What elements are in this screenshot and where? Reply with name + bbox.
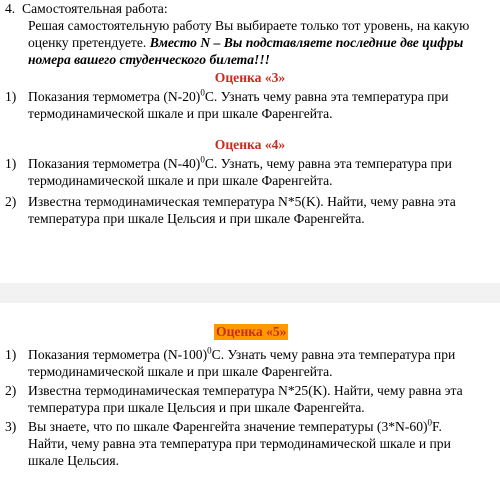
grade-5-title: Оценка «5» bbox=[216, 324, 287, 339]
item-number: 1) bbox=[5, 156, 17, 171]
item-line-2: термодинамической шкале и при шкале Фаренгейта. bbox=[28, 106, 333, 121]
item-text: С. Узнать чему равна эта температура при bbox=[204, 89, 449, 104]
item-text: Показания термометра (N-100) bbox=[28, 347, 208, 362]
item-line-2: температура при шкале Цельсия и при шкале Фаренгейта. bbox=[28, 400, 365, 415]
page-separator bbox=[0, 283, 500, 303]
grade-4-title: Оценка «4» bbox=[214, 137, 286, 152]
item-line-2: температура при шкале Цельсия и при шкале Фаренгейта. bbox=[28, 211, 365, 226]
item-text: Вы знаете, что по шкале Фаренгейта значение температуры (3*N-60) bbox=[28, 419, 428, 434]
item-number: 2) bbox=[5, 194, 17, 209]
item-line-2: термодинамической шкале и при шкале Фаренгейта. bbox=[28, 173, 333, 188]
degree-sup: 0 bbox=[200, 154, 205, 165]
item-text: С. Узнать, чему равна эта температура при bbox=[204, 156, 452, 171]
item-line-1 bbox=[28, 155, 483, 172]
item-text: F. bbox=[432, 419, 442, 434]
intro-bold-instruction: Вместо N – Вы подставляете последние две цифры bbox=[149, 35, 464, 50]
task-title: Самостоятельная работа: bbox=[22, 1, 168, 16]
item-line-1 bbox=[28, 346, 483, 363]
intro-line-3: номера вашего студенческого билета!!! bbox=[28, 52, 270, 67]
task-heading bbox=[5, 0, 168, 17]
intro-plain-text: оценку претендуете. bbox=[28, 35, 147, 50]
item-number: 1) bbox=[5, 347, 17, 362]
task-number: 4. bbox=[5, 1, 16, 16]
degree-sup: 0 bbox=[207, 345, 212, 356]
item-number: 3) bbox=[5, 419, 17, 434]
item-text: Показания термометра (N-20) bbox=[28, 89, 201, 104]
item-line-1: Известна термодинамическая температура N*25(K). Найти, чему равна эта bbox=[28, 383, 463, 398]
item-number: 1) bbox=[5, 89, 17, 104]
item-line-3: шкале Цельсия. bbox=[28, 453, 120, 468]
degree-sup: 0 bbox=[427, 417, 433, 428]
item-line-1: Известна термодинамическая температура N*5(K). Найти, чему равна эта bbox=[28, 194, 456, 209]
item-line-2: Найти, чему равна эта температура при термодинамической шкале и при bbox=[28, 436, 451, 451]
item-line-1 bbox=[28, 418, 483, 435]
item-line-2: термодинамической шкале и при шкале Фаренгейта. bbox=[28, 364, 333, 379]
degree-sup: 0 bbox=[200, 87, 205, 98]
grade-3-title: Оценка «3» bbox=[214, 70, 286, 85]
item-number: 2) bbox=[5, 383, 17, 398]
item-text: С. Узнать чему равна эта температура при bbox=[211, 347, 456, 362]
intro-line-2 bbox=[28, 34, 483, 51]
intro-line-1: Решая самостоятельную работу Вы выбираете только тот уровень, на какую bbox=[28, 18, 470, 33]
item-text: Показания термометра (N-40) bbox=[28, 156, 201, 171]
item-line-1 bbox=[28, 88, 483, 105]
